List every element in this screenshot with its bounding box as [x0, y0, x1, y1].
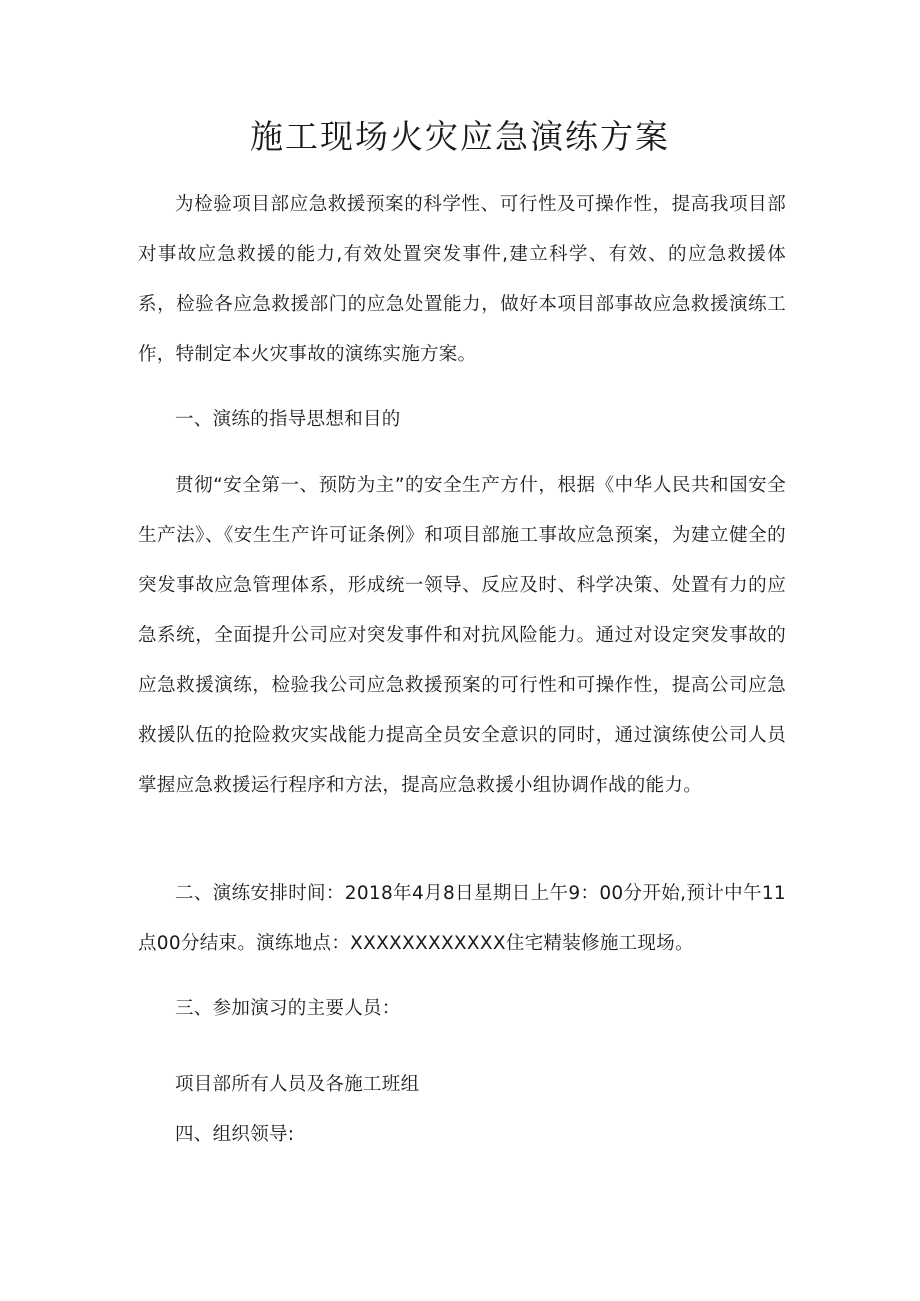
document-title: 施工现场火灾应急演练方案	[250, 117, 670, 156]
section-heading-participants: 三、参加演习的主要人员：	[175, 998, 401, 1019]
section-heading-organization: 四、组织领导:	[175, 1124, 295, 1145]
guiding-ideas-paragraph: 贯彻“安全第一、预防为主”的安全生产方什，根据《中华人民共和国安全生产法》、《安生生产许可证条例》和项目部施工事故应急预案，为建立健全的突发事故应急管理体系，形成统一领导、反应及时、科学决策、处置有力的应急系统，全面提升公司应对突发事件和对抗风险能力。通过对设定突发事故的应急救援演练，检验我公司应急救援预案的可行性和可操作性，提高公司应急救援队伍的抢险救灾实战能力提高全员安全意识的同时，通过演练使公司人员掌握应急救援运行程序和方法，提高应急救援小组协调作战的能力。	[138, 475, 786, 796]
schedule-paragraph: 二、演练安排时间：2018年4月8日星期日上午9：00分开始,预计中午11点00分结束。演练地点：XXXXXXXXXXXX住宅精装修施工现场。	[138, 883, 786, 954]
participants-paragraph: 项目部所有人员及各施工班组	[175, 1074, 420, 1095]
section-heading-guiding-ideas: 一、演练的指导思想和目的	[175, 409, 401, 430]
intro-paragraph: 为检验项目部应急救援预案的科学性、可行性及可操作性，提高我项目部对事故应急救援的能力,有效处置突发事件,建立科学、有效、的应急救援体系，检验各应急救援部门的应急处置能力，做好本项目部事故应急救援演练工作，特制定本火灾事故的演练实施方案。	[138, 194, 786, 365]
